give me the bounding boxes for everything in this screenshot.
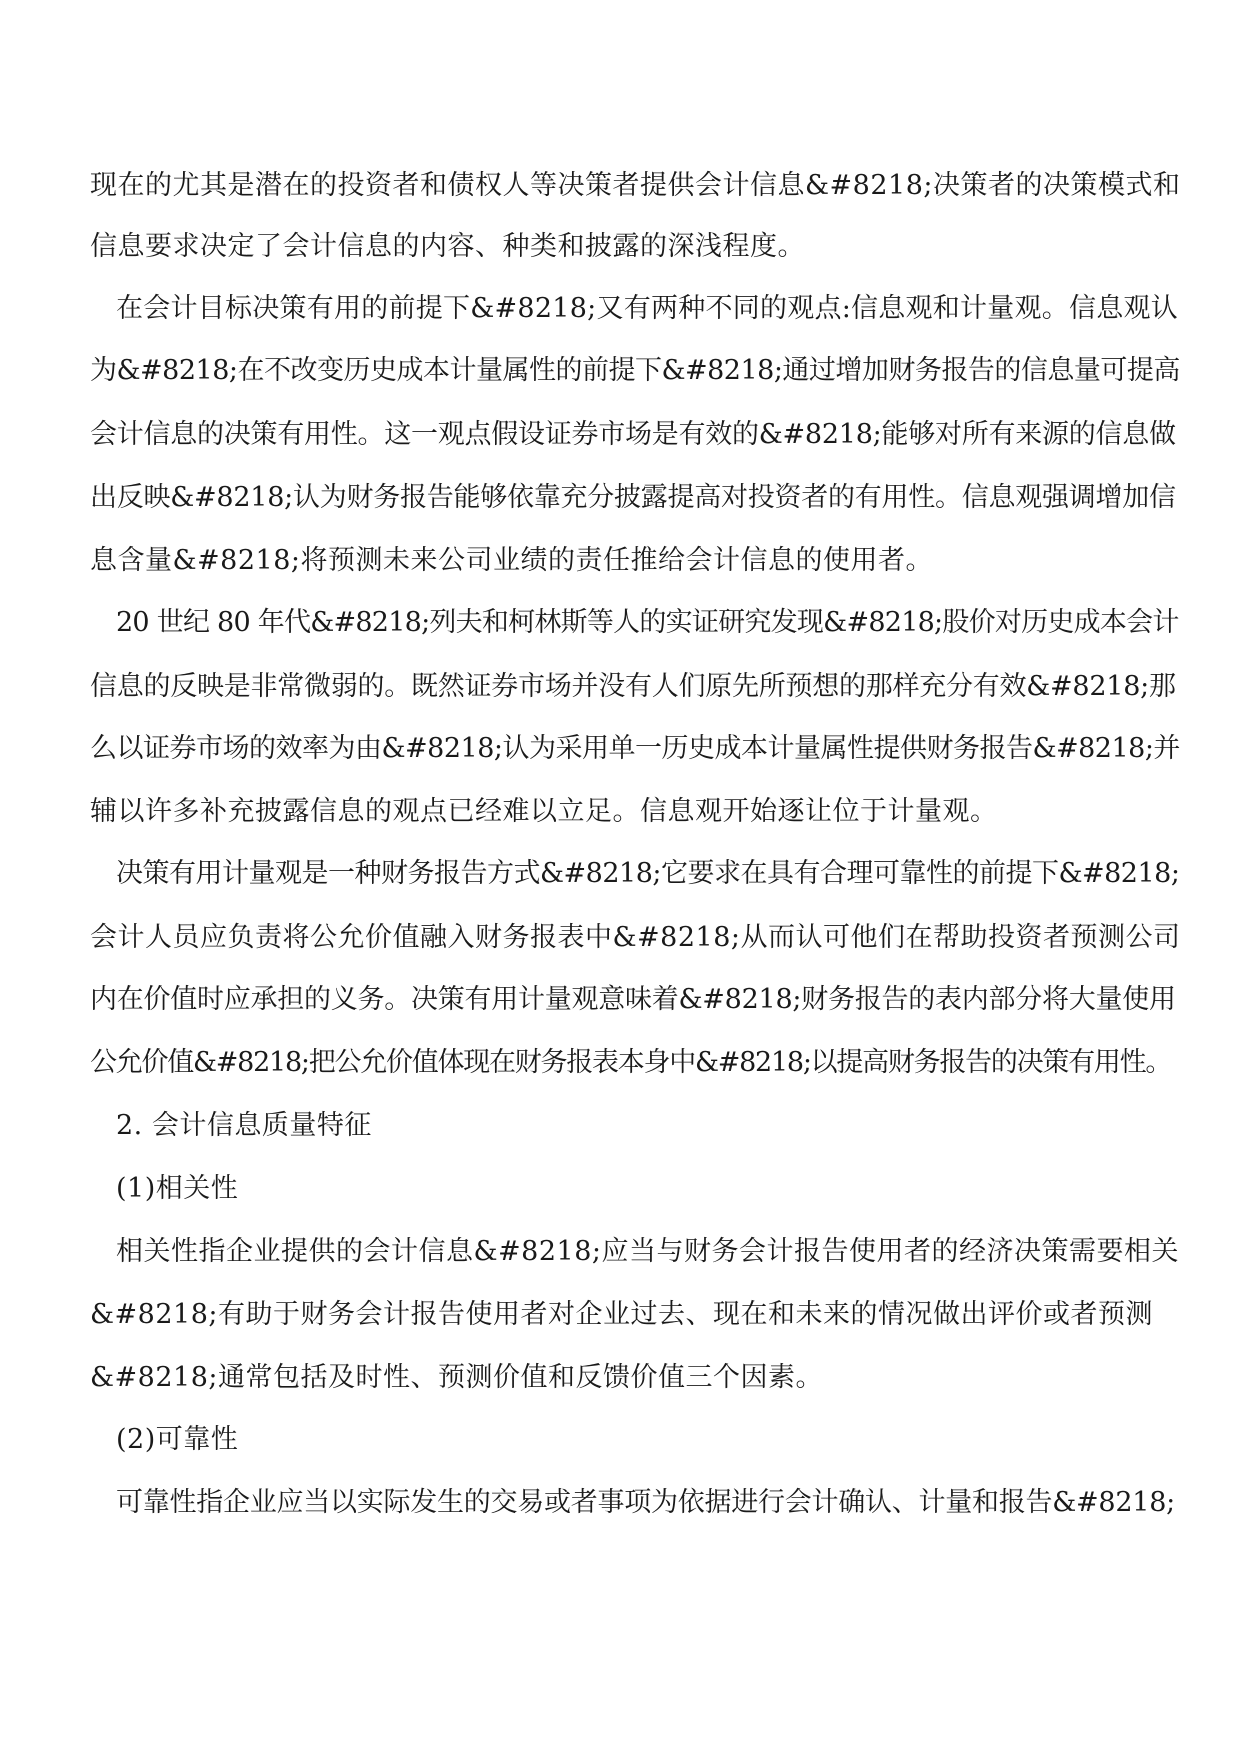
text-line: 决策有用计量观是一种财务报告方式&#8218;它要求在具有合理可靠性的前提下&#8218; [116, 858, 1180, 889]
subsection-heading: (1)相关性 [116, 1173, 239, 1204]
text-line: 在会计目标决策有用的前提下&#8218;又有两种不同的观点:信息观和计量观。信息观认 [116, 293, 1179, 324]
subsection-heading: (2)可靠性 [116, 1424, 239, 1455]
text-line: 会计信息的决策有用性。这一观点假设证券市场是有效的&#8218;能够对所有来源的信息做 [90, 419, 1176, 450]
text-line: 相关性指企业提供的会计信息&#8218;应当与财务会计报告使用者的经济决策需要相关 [116, 1236, 1179, 1267]
text-line: 辅以许多补充披露信息的观点已经难以立足。信息观开始逐让位于计量观。 [90, 796, 998, 827]
text-line: 息含量&#8218;将预测未来公司业绩的责任推给会计信息的使用者。 [90, 545, 933, 576]
text-line: 么以证券市场的效率为由&#8218;认为采用单一历史成本计量属性提供财务报告&#8218;并 [90, 733, 1180, 764]
text-line: 20 世纪 80 年代&#8218;列夫和柯林斯等人的实证研究发现&#8218;股价对历史成本会计 [116, 607, 1179, 638]
section-heading: 2. 会计信息质量特征 [116, 1110, 372, 1141]
text-line: 为&#8218;在不改变历史成本计量属性的前提下&#8218;通过增加财务报告的信息量可提高 [90, 355, 1180, 386]
text-line: 公允价值&#8218;把公允价值体现在财务报表本身中&#8218;以提高财务报告的决策有用性。 [90, 1047, 1172, 1078]
text-line: 可靠性指企业应当以实际发生的交易或者事项为依据进行会计确认、计量和报告&#8218; [116, 1487, 1175, 1518]
text-line: &#8218;通常包括及时性、预测价值和反馈价值三个因素。 [90, 1362, 823, 1393]
text-line: 现在的尤其是潜在的投资者和债权人等决策者提供会计信息&#8218;决策者的决策模式和 [90, 170, 1181, 201]
text-line: 会计人员应负责将公允价值融入财务报表中&#8218;从而认可他们在帮助投资者预测公司 [90, 922, 1181, 953]
text-line: 出反映&#8218;认为财务报告能够依靠充分披露提高对投资者的有用性。信息观强调增加信 [90, 482, 1176, 513]
text-line: 信息要求决定了会计信息的内容、种类和披露的深浅程度。 [90, 231, 805, 262]
text-line: &#8218;有助于财务会计报告使用者对企业过去、现在和未来的情况做出评价或者预测 [90, 1299, 1153, 1330]
text-line: 信息的反映是非常微弱的。既然证券市场并没有人们原先所预想的那样充分有效&#8218;那 [90, 671, 1176, 702]
text-line: 内在价值时应承担的义务。决策有用计量观意味着&#8218;财务报告的表内部分将大量使用 [90, 984, 1176, 1015]
